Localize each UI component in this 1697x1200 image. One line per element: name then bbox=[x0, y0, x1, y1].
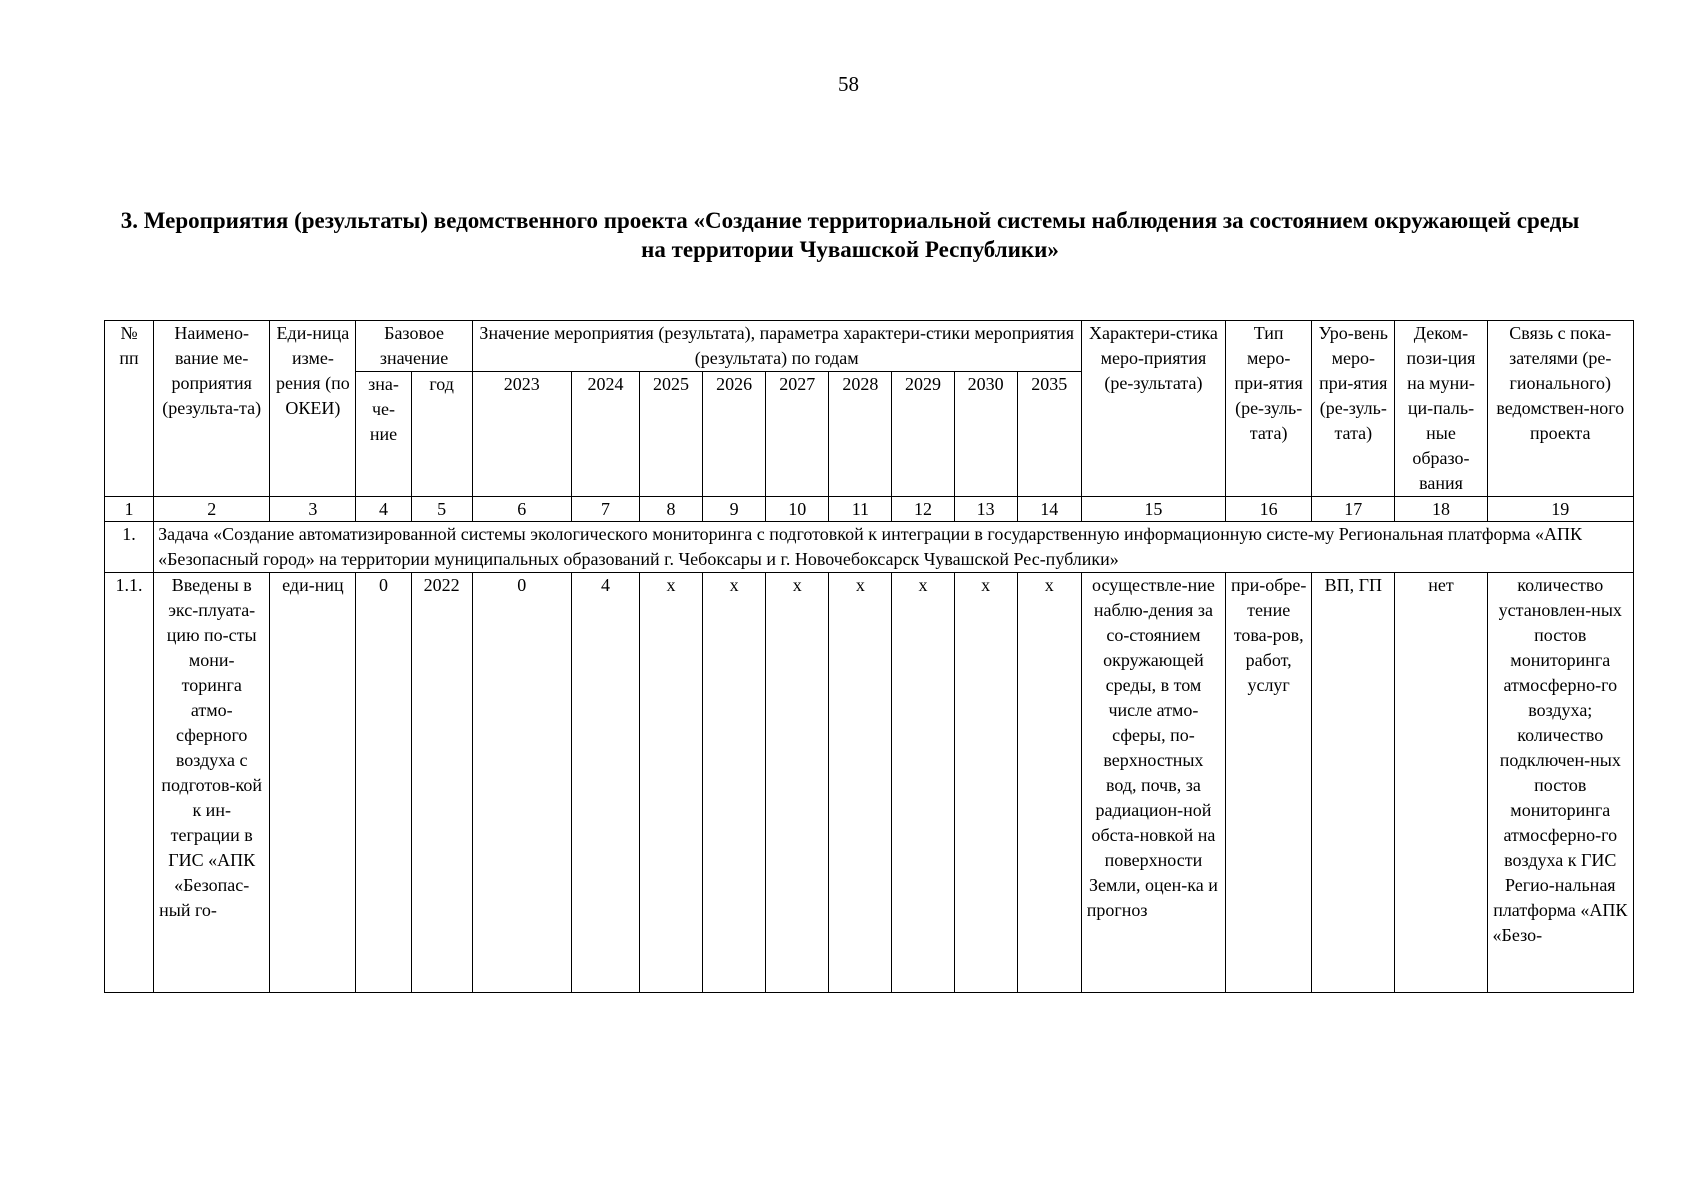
header-year: 2028 bbox=[829, 372, 892, 497]
header-year: 2024 bbox=[571, 372, 639, 497]
row-year-value: х bbox=[1017, 573, 1081, 993]
column-numbers-row bbox=[105, 497, 1634, 522]
column-number: 17 bbox=[1312, 497, 1395, 522]
column-number: 9 bbox=[703, 497, 766, 522]
header-year: 2027 bbox=[766, 372, 829, 497]
task-row bbox=[105, 522, 1634, 573]
column-number: 5 bbox=[411, 497, 472, 522]
header-values-by-year: Значение мероприятия (результата), параметра характери-стики мероприятия (результата) по годам bbox=[472, 321, 1081, 372]
header-row-1 bbox=[105, 321, 1634, 372]
header-type: Тип меро-при-ятия (ре-зуль-тата) bbox=[1226, 321, 1312, 497]
header-name: Наимено-вание ме-роприятия (результа-та) bbox=[154, 321, 270, 497]
column-number: 2 bbox=[154, 497, 270, 522]
header-year: 2026 bbox=[703, 372, 766, 497]
task-num: 1. bbox=[105, 522, 154, 573]
header-link: Связь с пока-зателями (ре-гионального) ведомствен-ного проекта bbox=[1487, 321, 1633, 497]
column-number: 16 bbox=[1226, 497, 1312, 522]
header-year: 2025 bbox=[640, 372, 703, 497]
row-year-value: х bbox=[640, 573, 703, 993]
row-level: ВП, ГП bbox=[1312, 573, 1395, 993]
header-num: № пп bbox=[105, 321, 154, 497]
column-number: 7 bbox=[571, 497, 639, 522]
section-title: 3. Мероприятия (результаты) ведомственного проекта «Создание территориальной системы наблюдения за состоянием окружающей среды на территории Чувашской Республики» bbox=[120, 208, 1580, 262]
header-decomposition: Деком-пози-ция на муни-ци-паль-ные образо-вания bbox=[1395, 321, 1487, 497]
column-number: 19 bbox=[1487, 497, 1633, 522]
row-year-value: х bbox=[703, 573, 766, 993]
page-number: 58 bbox=[838, 72, 859, 96]
column-number: 15 bbox=[1081, 497, 1225, 522]
row-name: Введены в экс-плуата-цию по-сты мони-торинга атмо-сферного воздуха с подготов-кой к ин-теграции в ГИС «АПК «Безопас-ный го- bbox=[154, 573, 270, 993]
column-number: 10 bbox=[766, 497, 829, 522]
column-number: 8 bbox=[640, 497, 703, 522]
column-number: 4 bbox=[356, 497, 411, 522]
header-year: 2030 bbox=[954, 372, 1017, 497]
results-table bbox=[104, 320, 1634, 993]
column-number: 18 bbox=[1395, 497, 1487, 522]
row-decomposition: нет bbox=[1395, 573, 1487, 993]
row-characteristic: осуществле-ние наблю-дения за со-стоянием окружающей среды, в том числе атмо-сферы, по-верхностных вод, почв, за радиацион-ной обста-новкой на поверхности Земли, оцен-ка и прогноз bbox=[1081, 573, 1225, 993]
row-year-value: х bbox=[829, 573, 892, 993]
header-year: 2029 bbox=[892, 372, 954, 497]
header-level: Уро-вень меро-при-ятия (ре-зуль-тата) bbox=[1312, 321, 1395, 497]
row-base-year: 2022 bbox=[411, 573, 472, 993]
row-year-value: х bbox=[954, 573, 1017, 993]
column-number: 14 bbox=[1017, 497, 1081, 522]
header-year: 2035 bbox=[1017, 372, 1081, 497]
row-num: 1.1. bbox=[105, 573, 154, 993]
header-characteristic: Характери-стика меро-приятия (ре-зультата) bbox=[1081, 321, 1225, 497]
header-year: 2023 bbox=[472, 372, 571, 497]
column-number: 3 bbox=[270, 497, 356, 522]
header-base: Базовое значение bbox=[356, 321, 472, 372]
column-number: 13 bbox=[954, 497, 1017, 522]
row-year-value: 0 bbox=[472, 573, 571, 993]
header-base-value: зна-че-ние bbox=[356, 372, 411, 497]
row-year-value: х bbox=[892, 573, 954, 993]
task-text: Задача «Создание автоматизированной системы экологического мониторинга с подготовкой к интеграции в государственную информационную систе-му Региональная платформа «АПК «Безопасный город» на территории муниципальных образований г. Чебоксары и г. Новочебоксарск Чувашской Рес-публики» bbox=[154, 522, 1634, 573]
column-number: 1 bbox=[105, 497, 154, 522]
header-unit: Еди-ница изме-рения (по ОКЕИ) bbox=[270, 321, 356, 497]
row-year-value: 4 bbox=[571, 573, 639, 993]
header-base-year: год bbox=[411, 372, 472, 497]
row-type: при-обре-тение това-ров, работ, услуг bbox=[1226, 573, 1312, 993]
row-unit: еди-ниц bbox=[270, 573, 356, 993]
row-base-value: 0 bbox=[356, 573, 411, 993]
column-number: 11 bbox=[829, 497, 892, 522]
row-link: количество установлен-ных постов мониторинга атмосферно-го воздуха; количество подключен-ных постов мониторинга атмосферно-го воздуха к ГИС Регио-нальная платформа «АПК «Безо- bbox=[1487, 573, 1633, 993]
table-row bbox=[105, 573, 1634, 993]
column-number: 12 bbox=[892, 497, 954, 522]
column-number: 6 bbox=[472, 497, 571, 522]
row-year-value: х bbox=[766, 573, 829, 993]
